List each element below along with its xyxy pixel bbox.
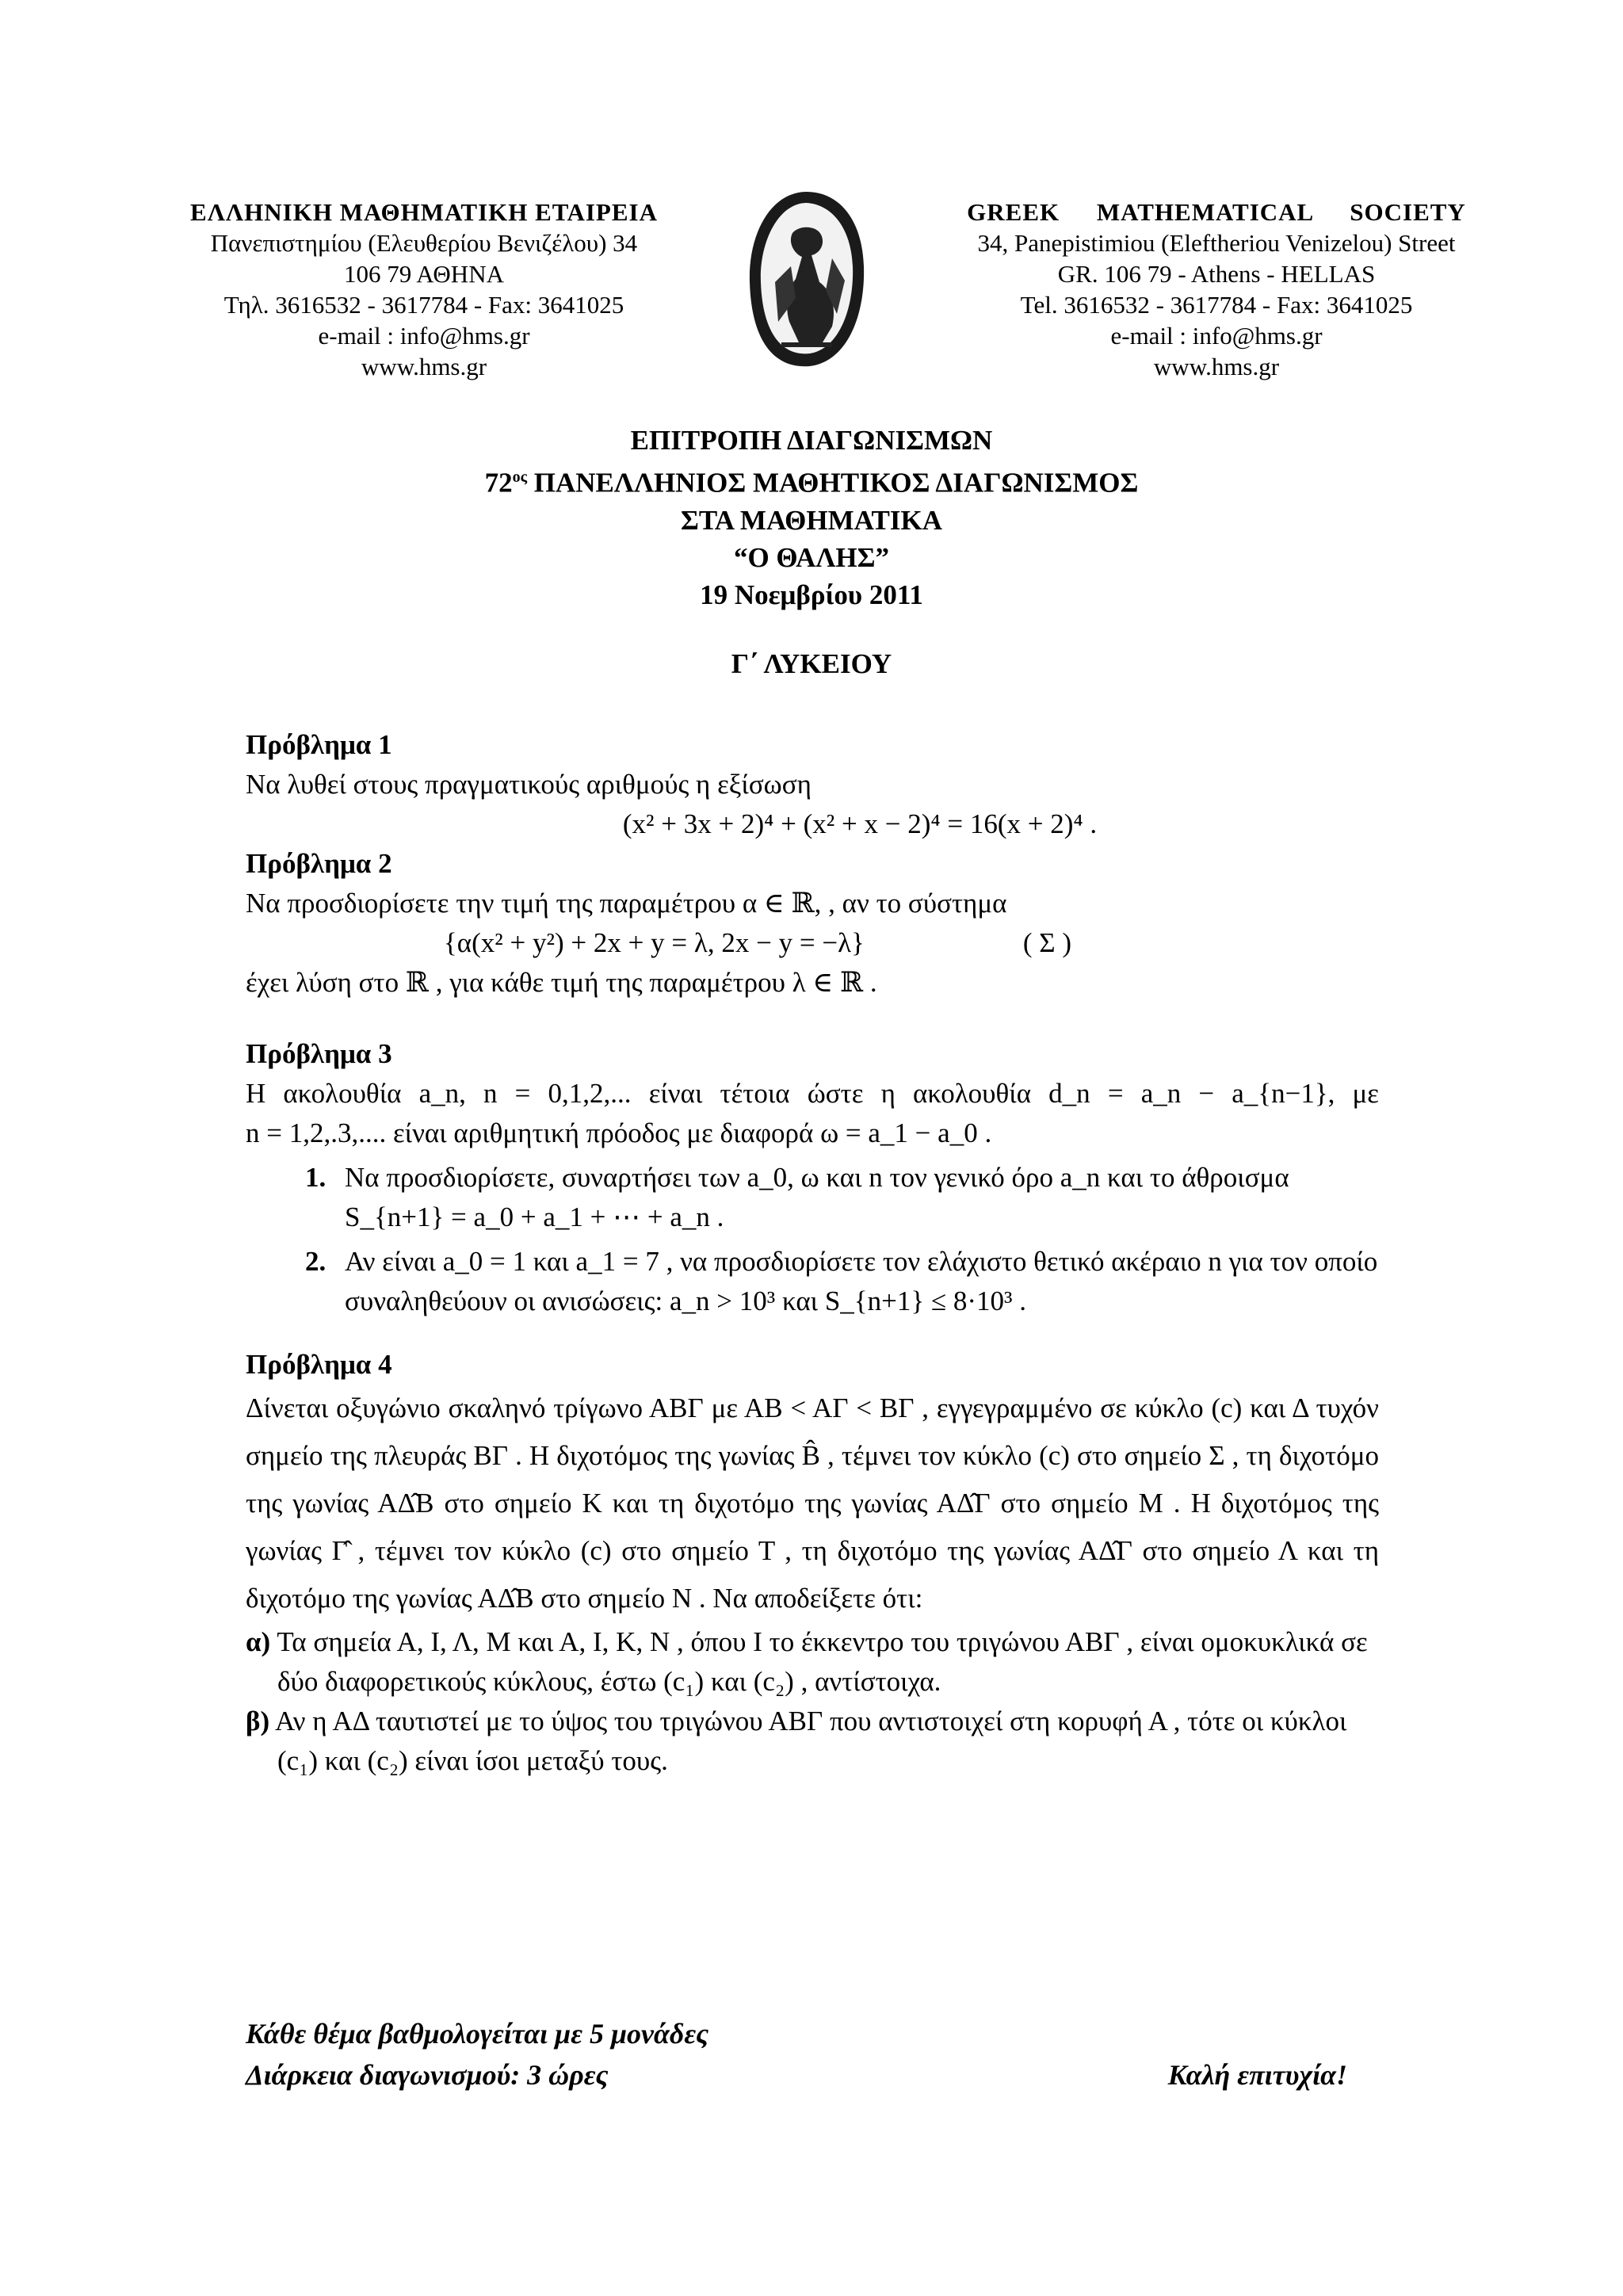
committee-line: ΕΠΙΤΡΟΠΗ ΔΙΑΓΩΝΙΣΜΩΝ — [630, 425, 993, 456]
web-greek: www.hms.gr — [361, 353, 487, 380]
problem-2-system-label: ( Σ ) — [1022, 927, 1072, 958]
address-greek: Πανεπιστημίου (Ελευθερίου Βενιζέλου) 34 — [210, 229, 638, 257]
phone-greek: Τηλ. 3616532 - 3617784 - Fax: 3641025 — [223, 291, 624, 319]
thales-line: “Ο ΘΑΛΗΣ” — [733, 541, 890, 573]
footer — [246, 2013, 1379, 2095]
address-english: 34, Panepistimiou (Εleftheriou Venizelou) Street — [977, 229, 1456, 257]
problem-3-heading: Πρόβλημα 3 — [246, 1038, 392, 1069]
problem-2-system-row — [246, 923, 1379, 963]
problem-3-item-1: 1. Να προσδιορίσετε, συναρτήσει των a_0, ω και n τον γενικό όρο a_n και το άθροισμα S_{n+1} = a_0 + a_1 + ⋯ + a_n . — [305, 1162, 1289, 1232]
problem-3-line2: n = 1,2,.3,.... είναι αριθμητική πρόοδος με διαφορά ω = a_1 − a_0 . — [246, 1117, 992, 1148]
email-greek: e-mail : info@hms.gr — [318, 322, 530, 350]
problem-2 — [246, 844, 1379, 1003]
problem-2-text: Να προσδιορίσετε την τιμή της παραμέτρου α ∈ ℝ, , αν το σύστημα — [246, 888, 1007, 919]
problem-1-heading: Πρόβλημα 1 — [246, 729, 392, 760]
problem-4-heading: Πρόβλημα 4 — [246, 1349, 392, 1380]
problem-4 — [246, 1345, 1379, 1781]
competition-title — [0, 422, 1623, 613]
duration-note: Διάρκεια διαγωνισμού: 3 ώρες — [246, 2059, 609, 2091]
org-name-greek: ΕΛΛΗΝΙΚΗ ΜΑΘΗΜΑΤΙΚΗ ΕΤΑΙΡΕΙΑ — [190, 198, 658, 226]
problem-2-heading: Πρόβλημα 2 — [246, 848, 392, 879]
good-luck: Καλή επιτυχία! — [1167, 2059, 1347, 2091]
email-english: e-mail : info@hms.gr — [1110, 322, 1323, 350]
problem-3 — [246, 1034, 1379, 1321]
problem-4-part-b: β) Αν η ΑΔ ταυτιστεί με το ύψος του τριγώνου ΑΒΓ που αντιστοιχεί στη κορυφή Α , τότε οι κύκλοι (c₁) και (c₂) είναι ίσοι μεταξύ τους. — [246, 1706, 1347, 1776]
city-greek: 106 79 ΑΘΗΝΑ — [344, 260, 504, 288]
society-seal-icon — [743, 187, 870, 371]
date-line: 19 Νοεμβρίου 2011 — [700, 579, 923, 610]
org-name-english: GREEK MATHEMATICAL SOCIETY — [967, 198, 1466, 226]
problem-1 — [246, 725, 1379, 844]
problem-1-text: Να λυθεί στους πραγματικούς αριθμούς η εξίσωση — [246, 769, 812, 800]
scoring-note: Κάθε θέμα βαθμολογείται με 5 μονάδες — [246, 2018, 709, 2050]
city-english: GR. 106 79 - Athens - HELLAS — [1057, 260, 1376, 288]
header-right — [943, 197, 1490, 382]
grade-heading: Γ΄ ΛΥΚΕΙΟΥ — [731, 648, 892, 679]
subject-line: ΣΤΑ ΜΑΘΗΜΑΤΙΚΑ — [680, 504, 943, 536]
problem-3-item-2: 2. Αν είναι a_0 = 1 και a_1 = 7 , να προσδιορίσετε τον ελάχιστο θετικό ακέραιο n για τον οποίο συναληθεύουν οι ανισώσεις: a_n > 10³ και S_{n+1} ≤ 8·10³ . — [305, 1246, 1378, 1316]
problem-2-system: {α(x² + y²) + 2x + y = λ, 2x − y = −λ} — [444, 927, 865, 958]
problem-1-equation: (x² + 3x + 2)⁴ + (x² + x − 2)⁴ = 16(x + 2)⁴ . — [622, 808, 1098, 839]
problem-4-part-a: α) Τα σημεία Α, Ι, Λ, Μ και Α, Ι, Κ, Ν , όπου Ι το έκκεντρο του τριγώνου ΑΒΓ , είναι ομοκυκλικά σε δύο διαφορετικούς κύκλους, έστω (c₁) και (c₂) , αντίστοιχα. — [246, 1626, 1368, 1697]
problems — [246, 725, 1379, 1781]
problem-3-line1: Η ακολουθία a_n, n = 0,1,2,... είναι τέτοια ώστε η ακολουθία d_n = a_n − a_{n−1}, με — [246, 1078, 1379, 1109]
competition-line: $72^{o\varsigma}$ ΠΑΝΕΛΛΗΝΙΟΣ ΜΑΘΗΤΙΚΟΣ ΔΙΑΓΩΝΙΣΜΟΣ — [484, 467, 1139, 499]
problem-4-text: Δίνεται οξυγώνιο σκαληνό τρίγωνο ΑΒΓ με ΑΒ < ΑΓ < ΒΓ , εγγεγραμμένο σε κύκλο (c) και Δ τυχόν σημείο της πλευράς ΒΓ . Η διχοτόμος της γωνίας B̂ , τέμνει τον κύκλο (c) στο σημείο Σ , τη διχοτόμο της γωνίας ΑΔ̂Β στο σημείο Κ και τη διχοτόμο της γωνίας ΑΔ̂Γ στο σημείο Μ . Η διχοτόμος της γωνίας Γ̂ , τέμνει τον κύκλο (c) στο σημείο Τ , τη διχοτόμο της γωνίας ΑΔ̂Γ στο σημείο Λ και τη διχοτόμο της γωνίας ΑΔ̂Β στο σημείο Ν . Να αποδείξετε ότι: — [246, 1392, 1379, 1614]
problem-2-text2: έχει λύση στο ℝ , για κάθε τιμή της παραμέτρου λ ∈ ℝ . — [246, 967, 877, 998]
phone-english: Tel. 3616532 - 3617784 - Fax: 3641025 — [1020, 291, 1413, 319]
header-left — [151, 197, 697, 382]
web-english: www.hms.gr — [1153, 353, 1280, 380]
